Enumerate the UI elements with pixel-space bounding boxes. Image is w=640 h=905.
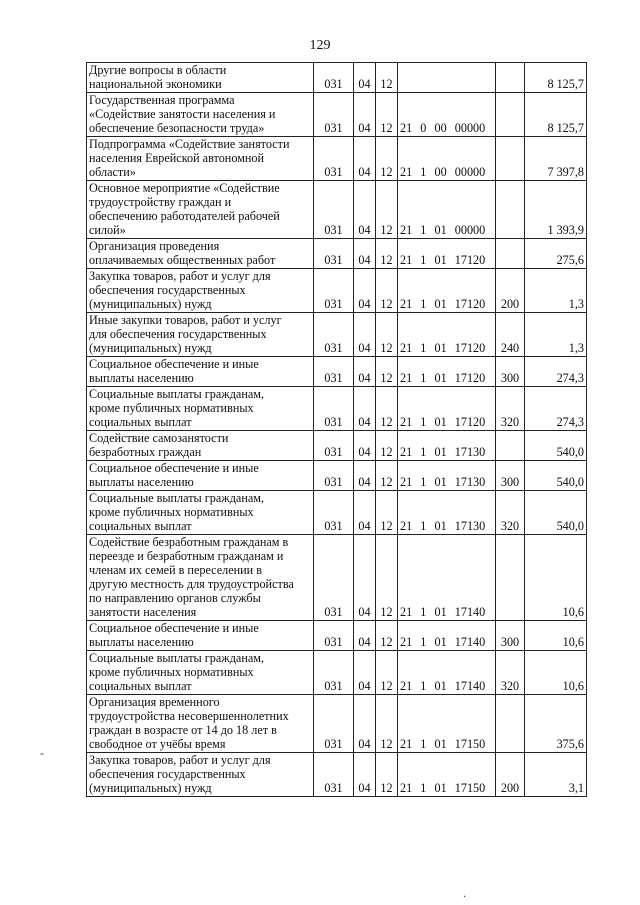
subsection-code: 12 <box>376 387 398 431</box>
expense-type-code: 320 <box>496 387 525 431</box>
page-number: 129 <box>309 38 331 53</box>
target-article-code <box>398 63 496 93</box>
table-row <box>87 239 587 269</box>
section-code: 04 <box>354 387 376 431</box>
expense-type-code <box>496 63 525 93</box>
amount-value: 3,1 <box>525 753 587 797</box>
target-article-code: 21 1 01 17140 <box>398 621 496 651</box>
subsection-code: 12 <box>376 269 398 313</box>
table-row <box>87 269 587 313</box>
row-name: Социальные выплаты гражданам, кроме публичных нормативных социальных выплат <box>87 651 314 695</box>
subsection-code: 12 <box>376 93 398 137</box>
amount-value: 10,6 <box>525 651 587 695</box>
table-row <box>87 621 587 651</box>
row-name: Государственная программа «Содействие занятости населения и обеспечение безопасности труда» <box>87 93 314 137</box>
subsection-code: 12 <box>376 137 398 181</box>
target-article-code: 21 0 00 00000 <box>398 93 496 137</box>
ministry-code: 031 <box>314 431 354 461</box>
row-name: Закупка товаров, работ и услуг для обеспечения государственных (муниципальных) нужд <box>87 269 314 313</box>
section-code: 04 <box>354 239 376 269</box>
subsection-code: 12 <box>376 239 398 269</box>
row-name: Социальное обеспечение и иные выплаты населению <box>87 621 314 651</box>
target-article-code: 21 1 01 17120 <box>398 357 496 387</box>
ministry-code: 031 <box>314 357 354 387</box>
target-article-code: 21 1 01 17130 <box>398 461 496 491</box>
row-name: Другие вопросы в области национальной экономики <box>87 63 314 93</box>
ministry-code: 031 <box>314 695 354 753</box>
section-code: 04 <box>354 461 376 491</box>
amount-value: 540,0 <box>525 431 587 461</box>
subsection-code: 12 <box>376 461 398 491</box>
section-code: 04 <box>354 491 376 535</box>
section-code: 04 <box>354 753 376 797</box>
subsection-code: 12 <box>376 491 398 535</box>
expense-type-code: 300 <box>496 621 525 651</box>
expense-type-code: 200 <box>496 753 525 797</box>
target-article-code: 21 1 01 17130 <box>398 491 496 535</box>
target-article-code: 21 1 01 17120 <box>398 313 496 357</box>
target-article-code: 21 1 01 17120 <box>398 387 496 431</box>
section-code: 04 <box>354 181 376 239</box>
ministry-code: 031 <box>314 753 354 797</box>
expense-type-code <box>496 695 525 753</box>
table-row <box>87 63 587 93</box>
expense-type-code: 300 <box>496 357 525 387</box>
table-row <box>87 651 587 695</box>
expense-type-code: 240 <box>496 313 525 357</box>
target-article-code: 21 1 01 17140 <box>398 651 496 695</box>
table-row <box>87 461 587 491</box>
section-code: 04 <box>354 431 376 461</box>
target-article-code: 21 1 01 00000 <box>398 181 496 239</box>
subsection-code: 12 <box>376 431 398 461</box>
section-code: 04 <box>354 695 376 753</box>
subsection-code: 12 <box>376 535 398 621</box>
amount-value: 1,3 <box>525 269 587 313</box>
amount-value: 10,6 <box>525 535 587 621</box>
subsection-code: 12 <box>376 63 398 93</box>
section-code: 04 <box>354 313 376 357</box>
amount-value: 1 393,9 <box>525 181 587 239</box>
target-article-code: 21 1 01 17150 <box>398 753 496 797</box>
ministry-code: 031 <box>314 181 354 239</box>
expense-type-code: 320 <box>496 651 525 695</box>
section-code: 04 <box>354 651 376 695</box>
ministry-code: 031 <box>314 491 354 535</box>
ministry-code: 031 <box>314 621 354 651</box>
row-name: Подпрограмма «Содействие занятости населения Еврейской автономной области» <box>87 137 314 181</box>
target-article-code: 21 1 01 17150 <box>398 695 496 753</box>
amount-value: 274,3 <box>525 387 587 431</box>
row-name: Содействие безработным гражданам в переезде и безработным гражданам и членам их семей в переселении в другую местность для трудоустройства по направлению органов службы занятости населения <box>87 535 314 621</box>
ministry-code: 031 <box>314 239 354 269</box>
expense-type-code <box>496 239 525 269</box>
target-article-code: 21 1 00 00000 <box>398 137 496 181</box>
subsection-code: 12 <box>376 181 398 239</box>
expense-type-code <box>496 93 525 137</box>
amount-value: 8 125,7 <box>525 63 587 93</box>
target-article-code: 21 1 01 17120 <box>398 269 496 313</box>
margin-mark: - <box>40 746 44 760</box>
table-row <box>87 431 587 461</box>
subsection-code: 12 <box>376 753 398 797</box>
ministry-code: 031 <box>314 313 354 357</box>
target-article-code: 21 1 01 17120 <box>398 239 496 269</box>
expense-type-code <box>496 431 525 461</box>
section-code: 04 <box>354 621 376 651</box>
table-row <box>87 535 587 621</box>
table-row <box>87 695 587 753</box>
target-article-code: 21 1 01 17140 <box>398 535 496 621</box>
table-row <box>87 753 587 797</box>
section-code: 04 <box>354 535 376 621</box>
amount-value: 375,6 <box>525 695 587 753</box>
section-code: 04 <box>354 93 376 137</box>
section-code: 04 <box>354 357 376 387</box>
row-name: Организация проведения оплачиваемых общественных работ <box>87 239 314 269</box>
table-row <box>87 137 587 181</box>
expense-type-code <box>496 137 525 181</box>
expense-type-code: 300 <box>496 461 525 491</box>
ministry-code: 031 <box>314 535 354 621</box>
ministry-code: 031 <box>314 387 354 431</box>
table-row <box>87 387 587 431</box>
section-code: 04 <box>354 137 376 181</box>
expense-type-code <box>496 181 525 239</box>
row-name: Социальные выплаты гражданам, кроме публичных нормативных социальных выплат <box>87 491 314 535</box>
expense-type-code: 320 <box>496 491 525 535</box>
amount-value: 275,6 <box>525 239 587 269</box>
row-name: Закупка товаров, работ и услуг для обеспечения государственных (муниципальных) нужд <box>87 753 314 797</box>
margin-dot: . <box>463 886 466 900</box>
table-row <box>87 491 587 535</box>
subsection-code: 12 <box>376 621 398 651</box>
amount-value: 540,0 <box>525 461 587 491</box>
ministry-code: 031 <box>314 269 354 313</box>
row-name: Организация временного трудоустройства несовершеннолетних граждан в возрасте от 14 до 18 лет в свободное от учёбы время <box>87 695 314 753</box>
expense-type-code: 200 <box>496 269 525 313</box>
ministry-code: 031 <box>314 461 354 491</box>
ministry-code: 031 <box>314 93 354 137</box>
amount-value: 1,3 <box>525 313 587 357</box>
table-row <box>87 357 587 387</box>
subsection-code: 12 <box>376 313 398 357</box>
budget-table <box>86 62 587 797</box>
amount-value: 540,0 <box>525 491 587 535</box>
row-name: Основное мероприятие «Содействие трудоустройству граждан и обеспечению работодателей рабочей силой» <box>87 181 314 239</box>
row-name: Социальное обеспечение и иные выплаты населению <box>87 461 314 491</box>
target-article-code: 21 1 01 17130 <box>398 431 496 461</box>
section-code: 04 <box>354 63 376 93</box>
ministry-code: 031 <box>314 137 354 181</box>
table-row <box>87 181 587 239</box>
amount-value: 274,3 <box>525 357 587 387</box>
subsection-code: 12 <box>376 357 398 387</box>
expense-type-code <box>496 535 525 621</box>
amount-value: 8 125,7 <box>525 93 587 137</box>
row-name: Содействие самозанятости безработных граждан <box>87 431 314 461</box>
row-name: Иные закупки товаров, работ и услуг для обеспечения государственных (муниципальных) нужд <box>87 313 314 357</box>
row-name: Социальные выплаты гражданам, кроме публичных нормативных социальных выплат <box>87 387 314 431</box>
subsection-code: 12 <box>376 651 398 695</box>
table-row <box>87 313 587 357</box>
table-row <box>87 93 587 137</box>
subsection-code: 12 <box>376 695 398 753</box>
ministry-code: 031 <box>314 651 354 695</box>
ministry-code: 031 <box>314 63 354 93</box>
amount-value: 7 397,8 <box>525 137 587 181</box>
section-code: 04 <box>354 269 376 313</box>
amount-value: 10,6 <box>525 621 587 651</box>
row-name: Социальное обеспечение и иные выплаты населению <box>87 357 314 387</box>
